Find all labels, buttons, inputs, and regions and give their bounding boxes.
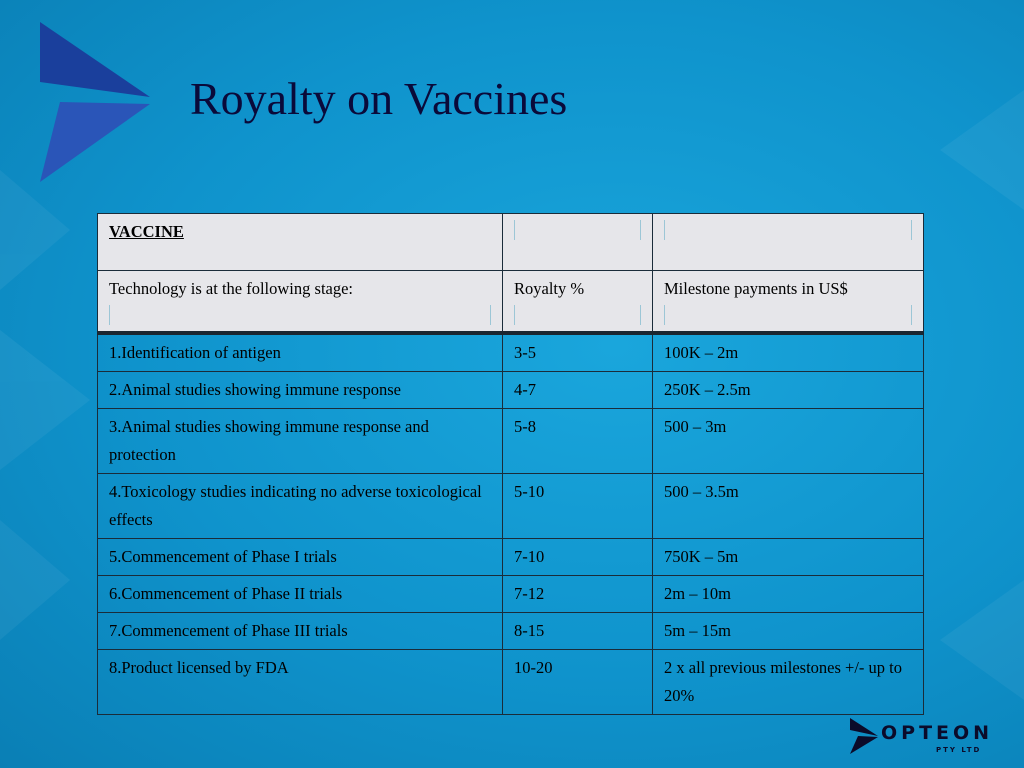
royalty-cell: 10-20: [503, 650, 653, 715]
table-row: [98, 650, 924, 715]
stage-cell: 4.Toxicology studies indicating no adverse toxicological effects: [98, 474, 503, 539]
table-header-row: [98, 271, 924, 334]
table-row: [98, 474, 924, 539]
stage-cell: 7.Commencement of Phase III trials: [98, 613, 503, 650]
opteon-arrow-icon: [848, 716, 880, 756]
opteon-logo: [848, 716, 994, 761]
slide-title: Royalty on Vaccines: [190, 73, 568, 124]
milestone-cell: 5m – 15m: [653, 613, 924, 650]
arrow-logo-icon: [40, 22, 160, 182]
royalty-cell: 5-10: [503, 474, 653, 539]
header-cell-empty: [503, 214, 653, 271]
royalty-cell: 7-10: [503, 539, 653, 576]
milestone-cell: 100K – 2m: [653, 333, 924, 372]
table-header-row-top: [98, 214, 924, 271]
stage-cell: 6.Commencement of Phase II trials: [98, 576, 503, 613]
opteon-wordmark: OPTEON: [881, 722, 994, 744]
column-header-stage: Technology is at the following stage:: [98, 271, 503, 334]
milestone-cell: 500 – 3.5m: [653, 474, 924, 539]
stage-cell: 8.Product licensed by FDA: [98, 650, 503, 715]
royalty-cell: 7-12: [503, 576, 653, 613]
vaccine-label: VACCINE: [109, 222, 184, 241]
opteon-subtitle: PTY LTD: [936, 746, 982, 754]
royalty-table: [97, 213, 924, 715]
royalty-cell: 8-15: [503, 613, 653, 650]
header-cell-vaccine: [98, 214, 503, 271]
table-row: [98, 576, 924, 613]
table-row: [98, 539, 924, 576]
table-row: [98, 372, 924, 409]
milestone-cell: 2m – 10m: [653, 576, 924, 613]
stage-cell: 3.Animal studies showing immune response and protection: [98, 409, 503, 474]
stage-cell: 2.Animal studies showing immune response: [98, 372, 503, 409]
table-row: [98, 613, 924, 650]
column-header-milestone: Milestone payments in US$: [653, 271, 924, 334]
stage-cell: 5.Commencement of Phase I trials: [98, 539, 503, 576]
royalty-cell: 5-8: [503, 409, 653, 474]
column-header-royalty: Royalty %: [503, 271, 653, 334]
milestone-cell: 250K – 2.5m: [653, 372, 924, 409]
royalty-cell: 4-7: [503, 372, 653, 409]
header-cell-empty: [653, 214, 924, 271]
royalty-cell: 3-5: [503, 333, 653, 372]
milestone-cell: 500 – 3m: [653, 409, 924, 474]
milestone-cell: 750K – 5m: [653, 539, 924, 576]
stage-cell: 1.Identification of antigen: [98, 333, 503, 372]
milestone-cell: 2 x all previous milestones +/- up to 20%: [653, 650, 924, 715]
table-row: [98, 409, 924, 474]
table-row: [98, 333, 924, 372]
